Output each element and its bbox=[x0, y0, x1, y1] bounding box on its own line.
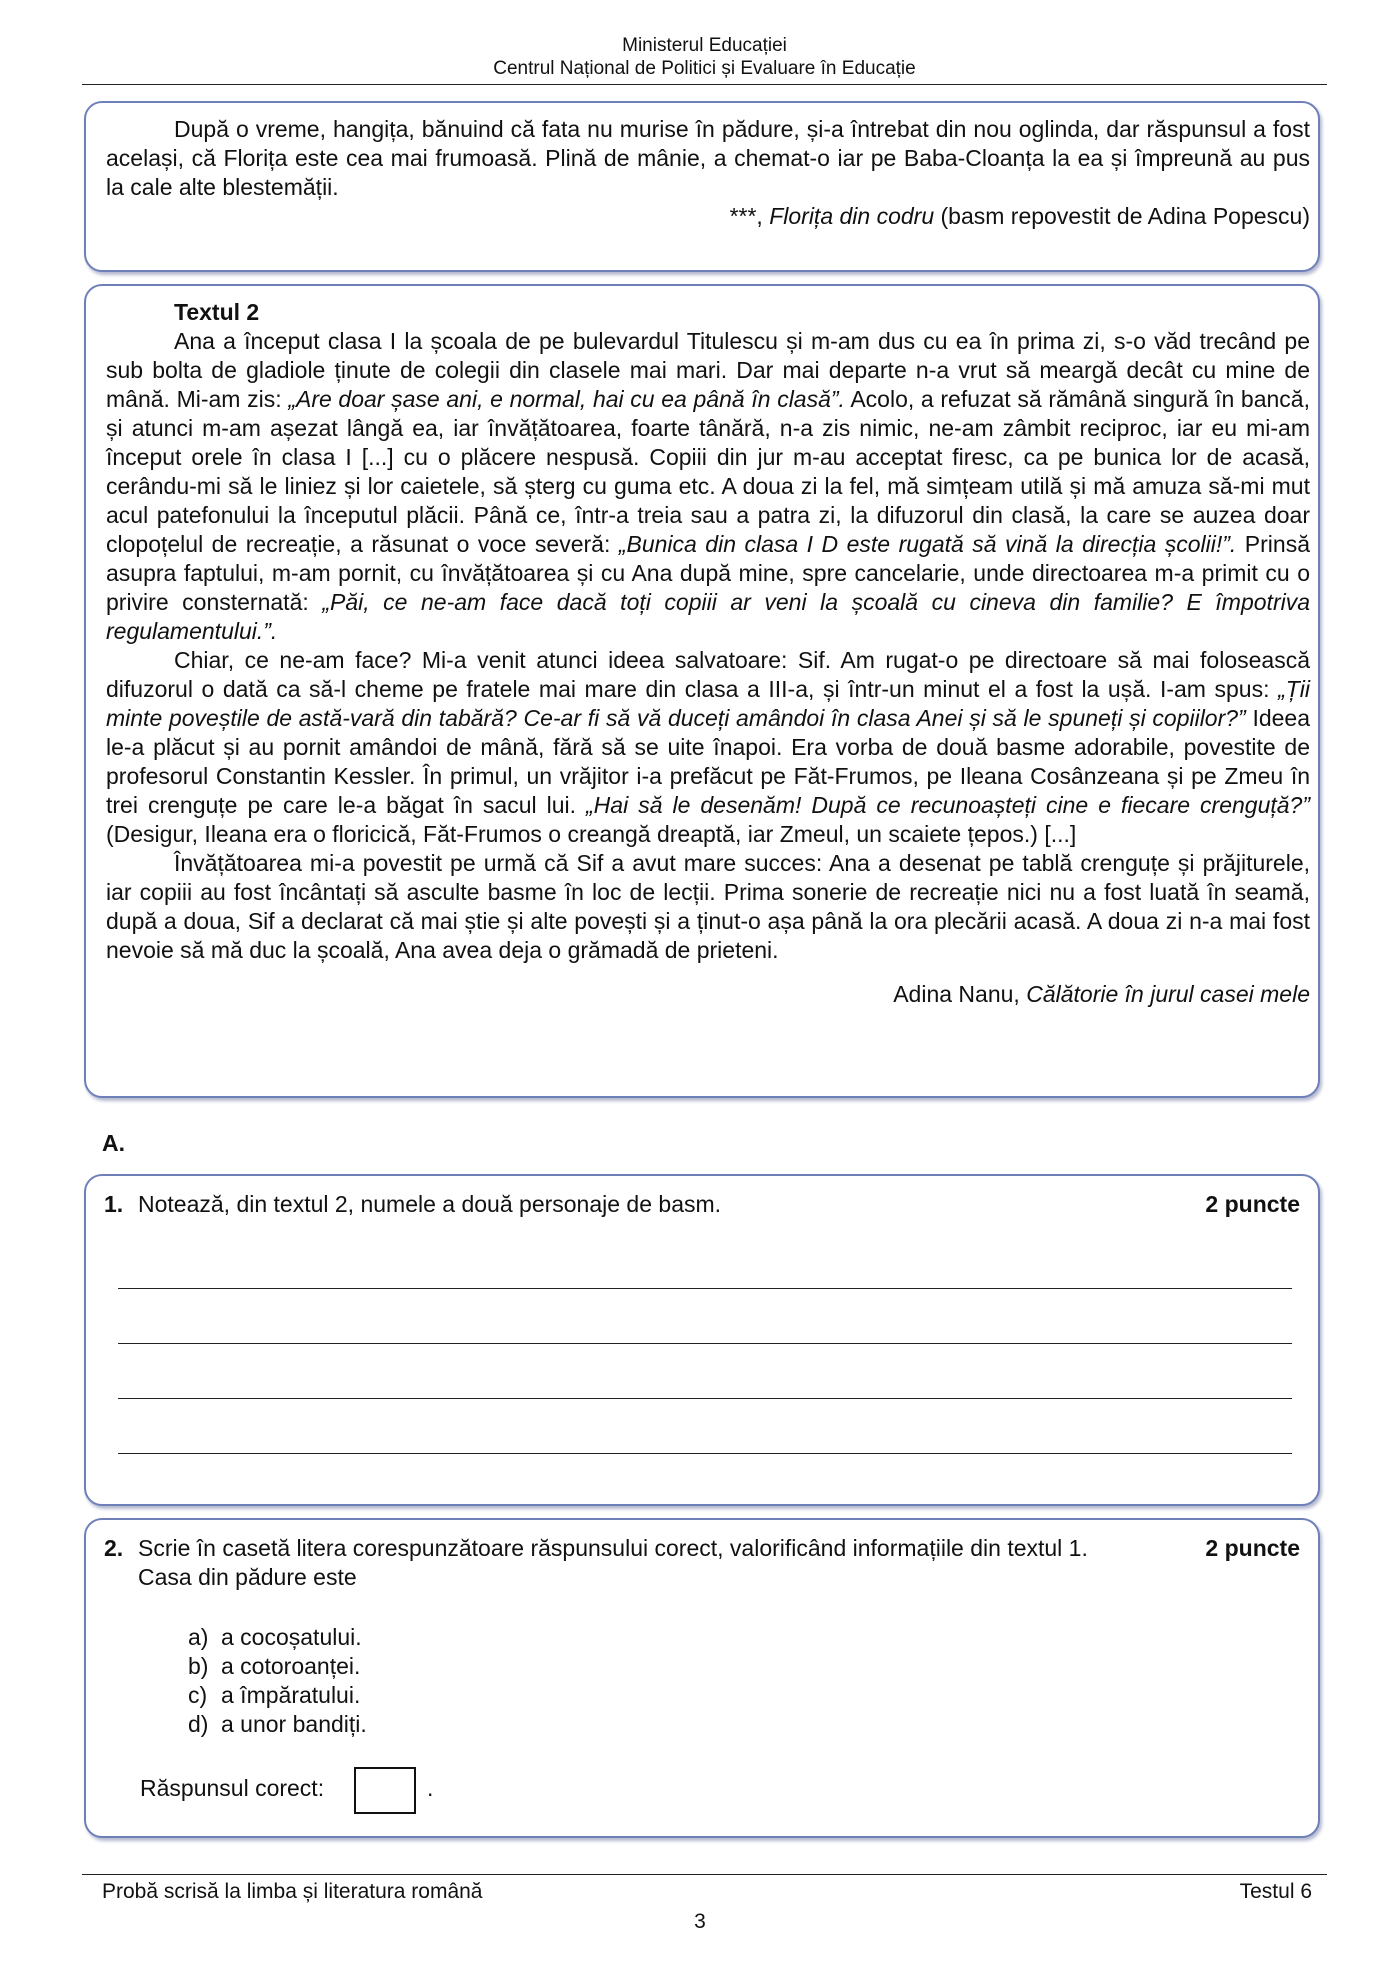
answer-box[interactable] bbox=[354, 1767, 416, 1814]
text2-paragraph-1 bbox=[106, 327, 1310, 646]
p1-part-b: Acolo, a refuzat să rămână singură în bancă, și atunci m-am așezat lângă ea, iar învățătoarea, foarte tânără, n-a zis nimic, ne-am zâmbit reciproc, iar eu mi-am început orele în clasa I [...] cu o plăcere nespusă. Copiii din jur m-au acceptat firesc, ca pe bunica lor de acasă, cerându-mi să le liniez și lor caietele, să șterg cu guma etc. A doua zi la fel, mă simțeam utilă și mă amuza să-mi mut acul patefonului la începutul plăcii. Până ce, într-a treia sau a patra zi, la difuzorul din clasă, la care se auzea doar clopoțelul de recreație, a răsunat o voce severă: bbox=[106, 386, 1310, 557]
p1-quote-2: „Bunica din clasa I D este rugată să vină la direcția școlii!”. bbox=[618, 531, 1237, 557]
p2-part-b: Ideea le-a plăcut și au pornit amândoi de mână, fără să se uite înapoi. Era vorba de două basme adorabile, povestite de profesorul Constantin Kessler. În primul, un vrăjitor i-a prefăcut pe Făt-Frumos, pe Ileana Cosânzeana și pe Zmeu în trei crenguțe pe care le-a băgat în sacul lui. bbox=[106, 705, 1310, 818]
answer-period: . bbox=[427, 1775, 434, 1801]
option-c bbox=[188, 1681, 367, 1710]
text1-source bbox=[106, 202, 1310, 231]
answer-line[interactable] bbox=[118, 1453, 1292, 1454]
question2-prompt: Casa din pădure este bbox=[138, 1564, 357, 1590]
page-header bbox=[82, 34, 1327, 80]
text1-paragraph: După o vreme, hangița, bănuind că fata nu murise în pădure, și-a întrebat din nou oglinda, dar răspunsul a fost același, că Florița este cea mai frumoasă. Plină de mânie, a chemat-o iar pe Baba-Cloanța la ea și împreună au pus la cale alte blestemății. bbox=[106, 116, 1310, 200]
text1-box bbox=[84, 101, 1320, 272]
header-center: Centrul Național de Politici și Evaluare în Educație bbox=[493, 58, 916, 79]
question1-points: 2 puncte bbox=[1205, 1191, 1300, 1217]
p2-quote-1: „Ții minte poveștile de astă-vară din tabără? Ce-ar fi să vă duceți amândoi în clasa Anei și să le spuneți și copiilor?” bbox=[106, 676, 1310, 731]
section-label: A. bbox=[102, 1130, 125, 1156]
answer-line[interactable] bbox=[118, 1288, 1292, 1289]
option-letter: a) bbox=[188, 1624, 209, 1650]
option-b bbox=[188, 1652, 367, 1681]
text2-source-author: Adina Nanu, bbox=[893, 981, 1027, 1007]
text2-paragraph-3: Învățătoarea mi-a povestit pe urmă că Sif a avut mare succes: Ana a desenat pe tablă crenguțe și prăjiturele, iar copiii au fost încântați să asculte basme în loc de lecții. Prima sonerie de recreație nici nu a fost luată în seamă, după a doua, Sif a declarat că mai știe și alte povești și a ținut-o așa până la ora plecării acasă. A doua zi n-a mai fost nevoie să mă duc la școală, Ana avea deja o grămadă de prieteni. bbox=[106, 850, 1310, 963]
p1-part-c: Prinsă asupra faptului, m-am pornit, cu învățătoarea și cu Ana după mine, spre cancelarie, unde directoarea m-a primit cu o privire consternată: bbox=[106, 531, 1310, 615]
question2-number: 2. bbox=[104, 1535, 124, 1561]
answer-label: Răspunsul corect: bbox=[140, 1775, 325, 1801]
text2-source bbox=[106, 980, 1310, 1009]
header-divider bbox=[82, 84, 1327, 85]
question1-number: 1. bbox=[104, 1191, 124, 1217]
answer-line[interactable] bbox=[118, 1398, 1292, 1399]
page-number: 3 bbox=[694, 1910, 706, 1933]
question2-box bbox=[84, 1518, 1320, 1838]
text1-source-title: Florița din codru bbox=[769, 203, 935, 229]
option-text: a unor bandiți. bbox=[221, 1711, 367, 1737]
option-a bbox=[188, 1623, 367, 1652]
question1-box bbox=[84, 1174, 1320, 1506]
footer-divider bbox=[82, 1874, 1327, 1875]
question2-text: Scrie în casetă litera corespunzătoare răspunsului corect, valorificând informațiile din textul 1. bbox=[138, 1535, 1088, 1561]
text1-source-suffix: (basm repovestit de Adina Popescu) bbox=[934, 203, 1310, 229]
footer-test-number: Testul 6 bbox=[1239, 1880, 1312, 1903]
text2-paragraph-2 bbox=[106, 646, 1310, 849]
header-ministry: Ministerul Educației bbox=[622, 35, 787, 56]
answer-line[interactable] bbox=[118, 1343, 1292, 1344]
option-letter: c) bbox=[188, 1682, 208, 1708]
option-text: a cocoșatului. bbox=[221, 1624, 362, 1650]
option-letter: d) bbox=[188, 1711, 209, 1737]
text2-box bbox=[84, 284, 1320, 1098]
option-letter: b) bbox=[188, 1653, 209, 1679]
question2-points: 2 puncte bbox=[1205, 1535, 1300, 1561]
option-text: a cotoroanței. bbox=[221, 1653, 361, 1679]
text1-source-prefix: ***, bbox=[729, 203, 770, 229]
option-d bbox=[188, 1710, 367, 1739]
text2-source-title: Călătorie în jurul casei mele bbox=[1026, 981, 1310, 1007]
p2-part-c: (Desigur, Ileana era o floricică, Făt-Frumos o creangă dreaptă, iar Zmeul, un scaiete țepos.) [...] bbox=[106, 821, 1077, 847]
footer-exam-name: Probă scrisă la limba și literatura română bbox=[102, 1880, 483, 1903]
p2-quote-2: „Hai să le desenăm! După ce recunoașteți cine e fiecare crenguță?” bbox=[586, 792, 1310, 818]
p1-quote-1: „Are doar șase ani, e normal, hai cu ea până în clasă”. bbox=[288, 386, 845, 412]
text2-title: Textul 2 bbox=[174, 299, 260, 325]
question1-text: Notează, din textul 2, numele a două personaje de basm. bbox=[138, 1191, 722, 1217]
p1-part-a: Ana a început clasa I la școala de pe bulevardul Titulescu și m-am dus cu ea în prima zi, s-o văd trecând pe sub bolta de gladiole ținute de colegii din clasele mai mari. Dar mai departe n-a vrut să meargă decât cu mine de mână. Mi-am zis: bbox=[106, 328, 1310, 412]
options-list bbox=[188, 1623, 367, 1739]
p1-quote-3: „Păi, ce ne-am face dacă toți copiii ar veni la școală cu cineva din familie? E împotriva regulamentului.”. bbox=[106, 589, 1311, 644]
option-text: a împăratului. bbox=[221, 1682, 361, 1708]
p2-part-a: Chiar, ce ne-am face? Mi-a venit atunci ideea salvatoare: Sif. Am rugat-o pe directoare să mai folosească difuzorul o dată ca să-l cheme pe fratele mai mare din clasa a III-a, și într-un minut el a fost la ușă. I-am spus: bbox=[106, 647, 1310, 702]
